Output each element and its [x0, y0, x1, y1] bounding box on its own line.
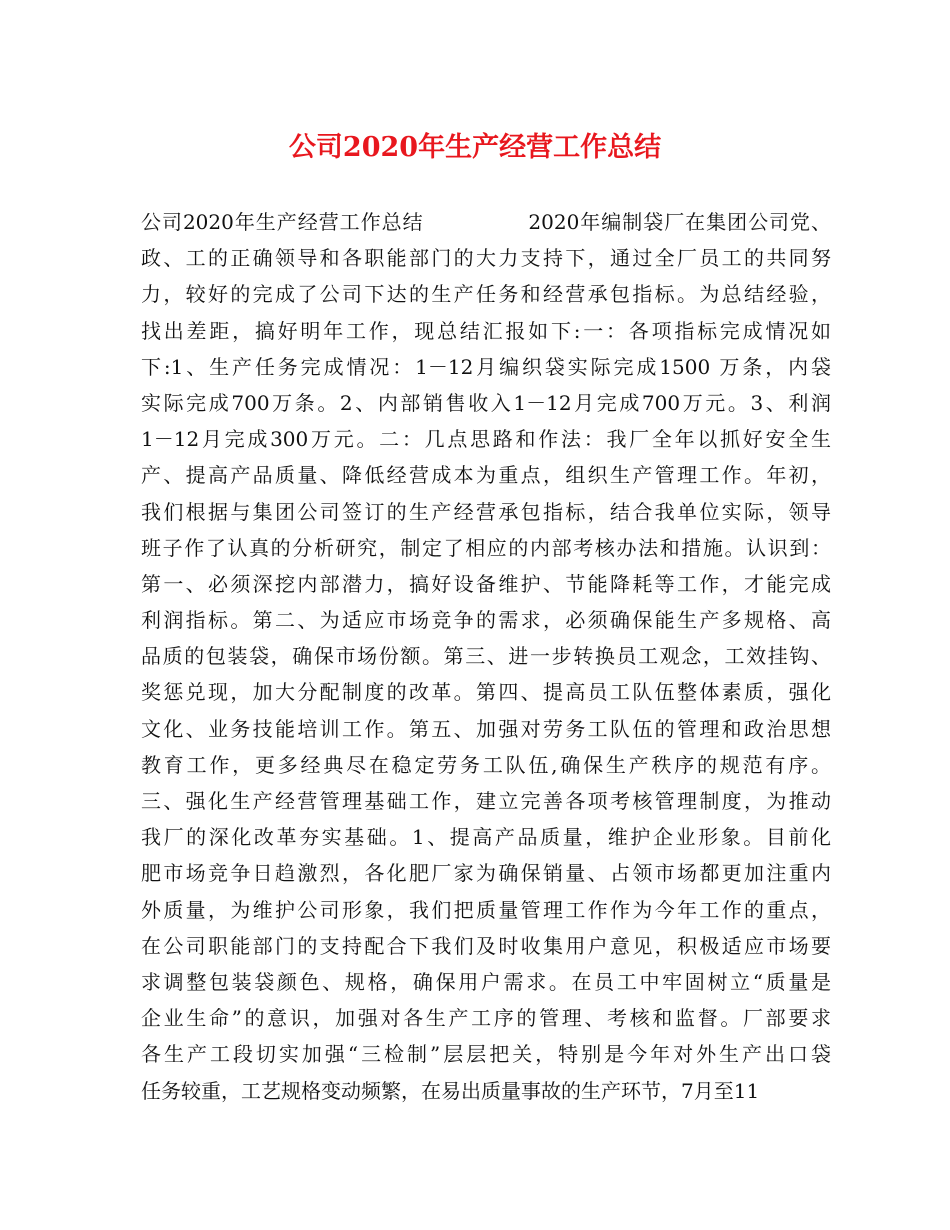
body-text-line: 实际完成700万条。2、内部销售收入1－12月完成700万元。3、利润 [141, 390, 831, 415]
body-text-line: 政、工的正确领导和各职能部门的大力支持下，通过全厂员工的共同努 [141, 246, 831, 271]
body-text-line: 品质的包装袋，确保市场份额。第三、进一步转换员工观念，工效挂钩、 [141, 644, 831, 669]
body-text-line: 外质量，为维护公司形象，我们把质量管理工作作为今年工作的重点， [141, 897, 831, 922]
body-text-line: 奖惩兑现，加大分配制度的改革。第四、提高员工队伍整体素质，强化 [141, 680, 831, 705]
body-text-line: 任务较重，工艺规格变动频繁，在易出质量事故的生产环节，7月至11 [141, 1078, 760, 1103]
body-text-line: 班子作了认真的分析研究，制定了相应的内部考核办法和措施。认识到： [141, 535, 831, 560]
body-text-line: 三、强化生产经营管理基础工作，建立完善各项考核管理制度，为推动 [141, 789, 831, 813]
body-text-line: 我们根据与集团公司签订的生产经营承包指标，结合我单位实际，领导 [141, 499, 831, 524]
body-text-line: 文化、业务技能培训工作。第五、加强对劳务工队伍的管理和政治思想 [141, 716, 831, 741]
document-body [141, 204, 831, 1109]
body-text-line: 我厂的深化改革夯实基础。1、提高产品质量，维护企业形象。目前化 [141, 825, 831, 850]
body-text-line: 教育工作，更多经典尽在稳定劳务工队伍,确保生产秩序的规范有序。 [141, 752, 831, 777]
body-text-line: 找出差距，搞好明年工作，现总结汇报如下:一：各项指标完成情况如 [141, 318, 831, 343]
body-text-line: 1－12月完成300万元。二：几点思路和作法：我厂全年以抓好安全生 [141, 427, 831, 452]
body-text-line: 利润指标。第二、为适应市场竞争的需求，必须确保能生产多规格、高 [141, 608, 831, 633]
body-text-line: 企业生命”的意识，加强对各生产工序的管理、考核和监督。厂部要求 [141, 1006, 831, 1031]
body-text-line: 求调整包装袋颜色、规格，确保用户需求。在员工中牢固树立“质量是 [141, 969, 831, 994]
body-text-line: 在公司职能部门的支持配合下我们及时收集用户意见，积极适应市场要 [141, 933, 831, 958]
document-title: 公司2020年生产经营工作总结 [288, 132, 662, 163]
body-text-line: 下:1、生产任务完成情况：1－12月编织袋实际完成1500 万条，内袋 [141, 354, 831, 379]
body-text-line: 肥市场竞争日趋激烈，各化肥厂家为确保销量、占领市场都更加注重内 [141, 861, 831, 886]
body-text-line: 公司2020年生产经营工作总结 2020年编制袋厂在集团公司党、 [141, 210, 831, 234]
body-text-line: 第一、必须深挖内部潜力，搞好设备维护、节能降耗等工作，才能完成 [141, 571, 831, 596]
body-text-line: 各生产工段切实加强“三检制”层层把关，特别是今年对外生产出口袋 [141, 1042, 831, 1067]
body-text-line: 产、提高产品质量、降低经营成本为重点，组织生产管理工作。年初， [141, 463, 831, 488]
body-text-line: 力，较好的完成了公司下达的生产任务和经营承包指标。为总结经验， [141, 282, 831, 307]
